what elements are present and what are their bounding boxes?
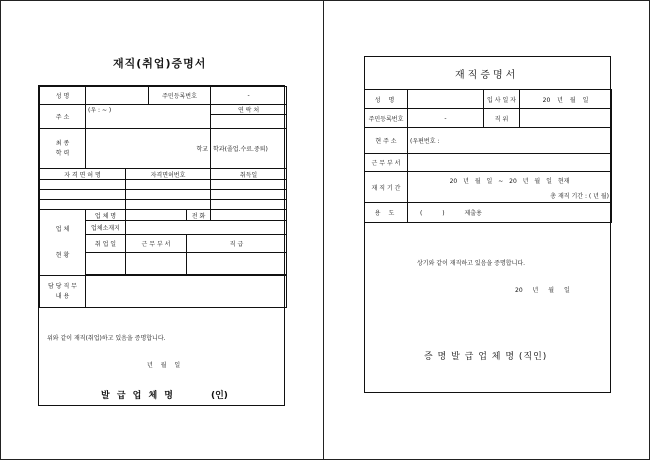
company-address-value bbox=[126, 221, 287, 235]
right-form bbox=[364, 56, 611, 393]
page-divider bbox=[323, 0, 324, 460]
license-name-header: 자 격 면 허 명 bbox=[40, 169, 126, 180]
rank-header: 직 급 bbox=[187, 235, 287, 253]
department-header: 근 무 부 서 bbox=[126, 235, 187, 253]
company-name-label: 업 체 명 bbox=[86, 210, 126, 221]
license-number-header: 자격면허번호 bbox=[126, 169, 211, 180]
department-value bbox=[126, 253, 187, 275]
address-value: (우 : ~ ) bbox=[86, 105, 211, 129]
license-row bbox=[40, 180, 126, 190]
right-rrn-value: - bbox=[408, 109, 484, 128]
right-rrn-label: 주민등록번호 bbox=[365, 109, 408, 128]
contact-value bbox=[211, 115, 287, 129]
rrn-label: 주민등록번호 bbox=[149, 87, 211, 105]
license-row bbox=[40, 190, 126, 200]
phone-value bbox=[211, 210, 287, 221]
left-form-table bbox=[39, 86, 287, 308]
name-label: 성 명 bbox=[40, 87, 86, 105]
left-form bbox=[38, 85, 285, 406]
company-address-label: 업체소재지 bbox=[86, 221, 126, 235]
right-date: 20 년 월 일 bbox=[515, 287, 570, 294]
duty-label: 담 당 직 무 내 용 bbox=[40, 276, 86, 308]
right-address-label: 현 주 소 bbox=[365, 128, 408, 154]
right-name-value bbox=[408, 90, 484, 109]
position-value bbox=[520, 109, 612, 128]
contact-label: 연 락 처 bbox=[211, 105, 287, 115]
period-label: 재 직 기 간 bbox=[365, 172, 408, 203]
education-school: 학교 bbox=[86, 129, 211, 169]
employ-date-header: 취 업 일 bbox=[86, 235, 126, 253]
total-period-value: 총 재직 기간 : ( 년 월) bbox=[408, 189, 612, 203]
company-name-value bbox=[126, 210, 187, 221]
education-department: 학과(졸업.수료.중퇴) bbox=[211, 129, 287, 169]
purpose-value: ( ) 제출용 bbox=[408, 203, 612, 223]
purpose-label: 용 도 bbox=[365, 203, 408, 223]
rank-value bbox=[187, 253, 287, 275]
right-statement: 상기와 같이 재직하고 있음을 증명합니다. bbox=[417, 260, 526, 267]
company-status-label: 업 체 현 황 bbox=[40, 210, 86, 276]
right-address-value: (우편번호 : bbox=[408, 128, 612, 154]
left-title: 재직(취업)증명서 bbox=[113, 57, 207, 70]
duty-value bbox=[86, 276, 287, 308]
left-statement: 위와 같이 재직(취업)하고 있음을 증명합니다. bbox=[47, 335, 166, 342]
license-row bbox=[40, 200, 126, 210]
period-value: 20 년 월 일 ~ 20 년 월 일 현재 bbox=[408, 172, 612, 189]
phone-label: 전 화 bbox=[187, 210, 211, 221]
workplace-value bbox=[408, 154, 612, 172]
name-value bbox=[86, 87, 149, 105]
left-date: 년 월 일 bbox=[147, 362, 181, 369]
join-date-label: 입 사 일 자 bbox=[484, 90, 520, 109]
right-form-table bbox=[364, 89, 612, 223]
join-date-value: 20 년 월 일 bbox=[520, 90, 612, 109]
employ-date-value bbox=[86, 253, 126, 275]
workplace-label: 근 무 부 서 bbox=[365, 154, 408, 172]
education-label: 최 종 학 력 bbox=[40, 129, 86, 169]
right-title: 재직증명서 bbox=[455, 70, 519, 81]
left-seal: (인) bbox=[211, 391, 228, 401]
right-name-label: 성 명 bbox=[365, 90, 408, 109]
right-issuer: 증 명 발 급 업 체 명 (직인) bbox=[424, 352, 548, 362]
position-label: 직 위 bbox=[484, 109, 520, 128]
address-label: 주 소 bbox=[40, 105, 86, 129]
left-issuer: 발 급 업 체 명 bbox=[101, 391, 176, 401]
license-date-header: 취득일 bbox=[211, 169, 287, 180]
rrn-value: - bbox=[211, 87, 287, 105]
